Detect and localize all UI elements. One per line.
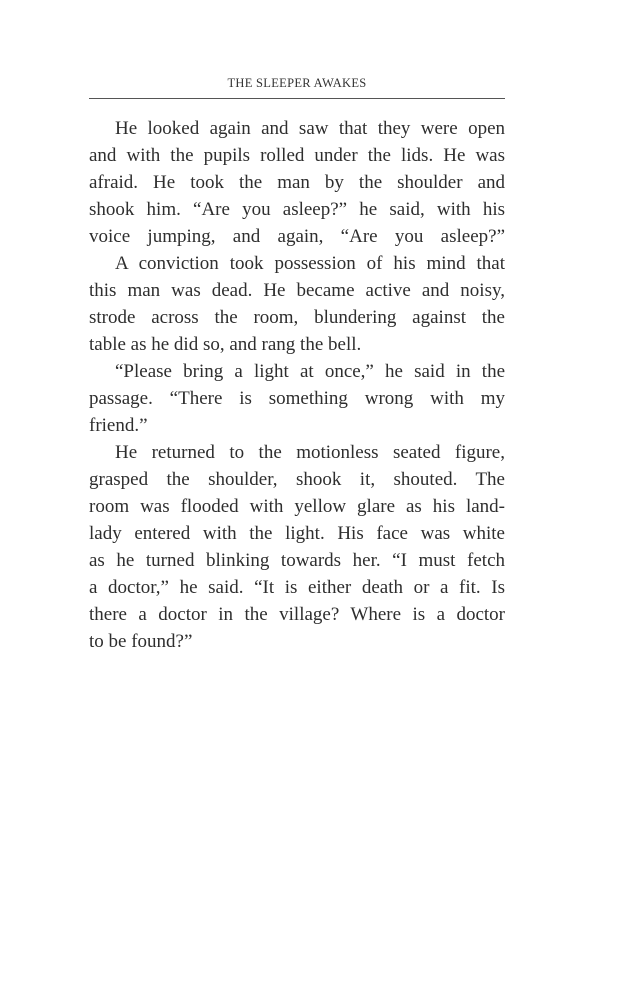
header-rule (89, 98, 505, 99)
running-head: THE SLEEPER AWAKES (227, 76, 367, 90)
paragraph-line: He returned to the motionless seated figure, (115, 442, 505, 463)
paragraph-line: lady entered with the light. His face was white (89, 523, 505, 544)
paragraph-line: to be found?” (89, 631, 193, 652)
paragraph-line: “Please bring a light at once,” he said in the (115, 361, 505, 382)
paragraph-4 (89, 439, 505, 655)
paragraph-line: and with the pupils rolled under the lids. He was (89, 145, 505, 166)
paragraph-line: table as he did so, and rang the bell. (89, 334, 362, 355)
paragraph-line: strode across the room, blundering against the (89, 307, 505, 328)
paragraph-line: grasped the shoulder, shook it, shouted. The (89, 469, 505, 490)
paragraph-line: this man was dead. He became active and noisy, (89, 280, 505, 301)
paragraph-line: friend.” (89, 415, 148, 436)
paragraph-line: as he turned blinking towards her. “I must fetch (89, 550, 505, 571)
paragraph-line: afraid. He took the man by the shoulder and (89, 172, 505, 193)
paragraph-3 (89, 358, 505, 439)
paragraph-line: He looked again and saw that they were open (115, 118, 505, 139)
paragraph-line: passage. “There is something wrong with my (89, 388, 505, 409)
paragraph-line: there a doctor in the village? Where is a doctor (89, 604, 505, 625)
paragraph-line: shook him. “Are you asleep?” he said, with his (89, 199, 505, 220)
body-text (89, 115, 505, 655)
paragraph-1 (89, 115, 505, 250)
paragraph-line: A conviction took possession of his mind that (115, 253, 505, 274)
paragraph-line: room was flooded with yellow glare as his land- (89, 496, 505, 517)
paragraph-line: a doctor,” he said. “It is either death or a fit. Is (89, 577, 505, 598)
paragraph-line: voice jumping, and again, “Are you asleep?” (89, 226, 505, 247)
paragraph-2 (89, 250, 505, 358)
